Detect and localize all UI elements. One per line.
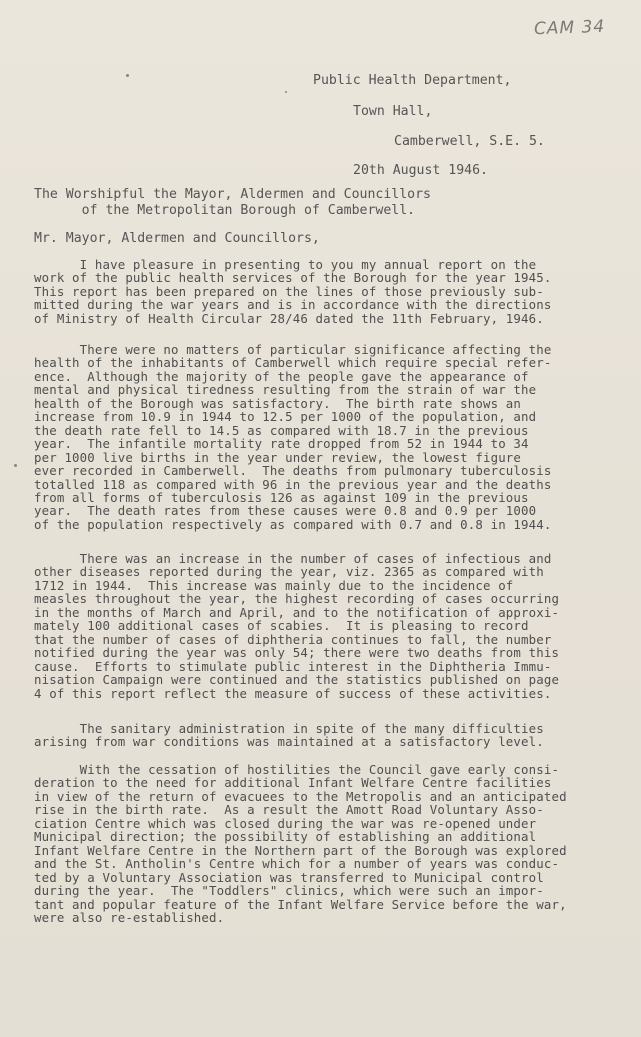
address-locality: Camberwell, S.E. 5. <box>394 134 545 149</box>
address-building: Town Hall, <box>353 104 433 119</box>
paragraph-introduction: I have pleasure in presenting to you my annual report on the work of the public health services of the Borough for the year 1945. This report has been prepared on the lines of those previously sub- mitted during the war years and is in accordance with the directions of Ministry of Health Circular 28/46 dated the 11th February, 1946. <box>34 257 552 326</box>
paragraph-sanitary-administration: The sanitary administration in spite of the many difficulties arising from war conditions was maintained at a satisfactory level. <box>34 721 544 750</box>
paper-speck <box>126 74 129 77</box>
paragraph-infectious-diseases: There was an increase in the number of cases of infectious and other diseases reported during the year, viz. 2365 as compared with 1712 in 1944. This increase was mainly due to the incidence of measles throughout the year, the highest recording of cases occurring in the months of March and April, and to the notification of approxi- mately 100 additional cases of scabies. It is pleasing to record that the number of cases of diphtheria continues to fall, the number notified during the year was only 54; there were two deaths from this cause. Efforts to stimulate public interest in the Diphtheria Immu- nisation Campaign were continued and the statistics published on page 4 of this report reflect the measure of success of these activities. <box>34 551 560 701</box>
paragraph-infant-welfare: With the cessation of hostilities the Council gave early consi- deration to the need for additional Infant Welfare Centre facilities in view of the return of evacuees to the Metropolis and an anticipated rise in the birth rate. As a result the Amott Road Voluntary Asso- ciation Centre which was closed during the war was re-opened under Municipal direction; the possibility of establishing an additional Infant Welfare Centre in the Northern part of the Borough was explored and the St. Antholin's Centre which for a number of years was conduc- ted by a Voluntary Association was transferred to Municipal control during the year. The "Toddlers" clinics, which were such an impor- tant and popular feature of the Infant Welfare Service before the war, were also re-established. <box>34 762 567 925</box>
addressee: The Worshipful the Mayor, Aldermen and Councillors of the Metropolitan Borough of Camberwell. <box>34 187 431 218</box>
salutation: Mr. Mayor, Aldermen and Councillors, <box>34 231 320 246</box>
paragraph-health-statistics: There were no matters of particular significance affecting the health of the inhabitants of Camberwell which require special refer- ence. Although the majority of the people gave the appearance of mental and physical tiredness resulting from the strain of war the health of the Borough was satisfactory. The birth rate shows an increase from 10.9 in 1944 to 12.5 per 1000 of the population, and the death rate fell to 14.5 as compared with 18.7 in the previous year. The infantile mortality rate dropped from 52 in 1944 to 34 per 1000 live births in the year under review, the lowest figure ever recorded in Camberwell. The deaths from pulmonary tuberculosis totalled 118 as compared with 96 in the previous year and the deaths from all forms of tuberculosis 126 as against 109 in the previous year. The death rates from these causes were 0.8 and 0.9 per 1000 of the population respectively as compared with 0.7 and 0.8 in 1944. <box>34 342 552 532</box>
paper-speck <box>285 91 287 93</box>
address-department: Public Health Department, <box>313 73 512 88</box>
archive-reference: CAM 34 <box>533 16 606 40</box>
paper-speck <box>14 464 17 467</box>
letter-date: 20th August 1946. <box>353 163 488 178</box>
